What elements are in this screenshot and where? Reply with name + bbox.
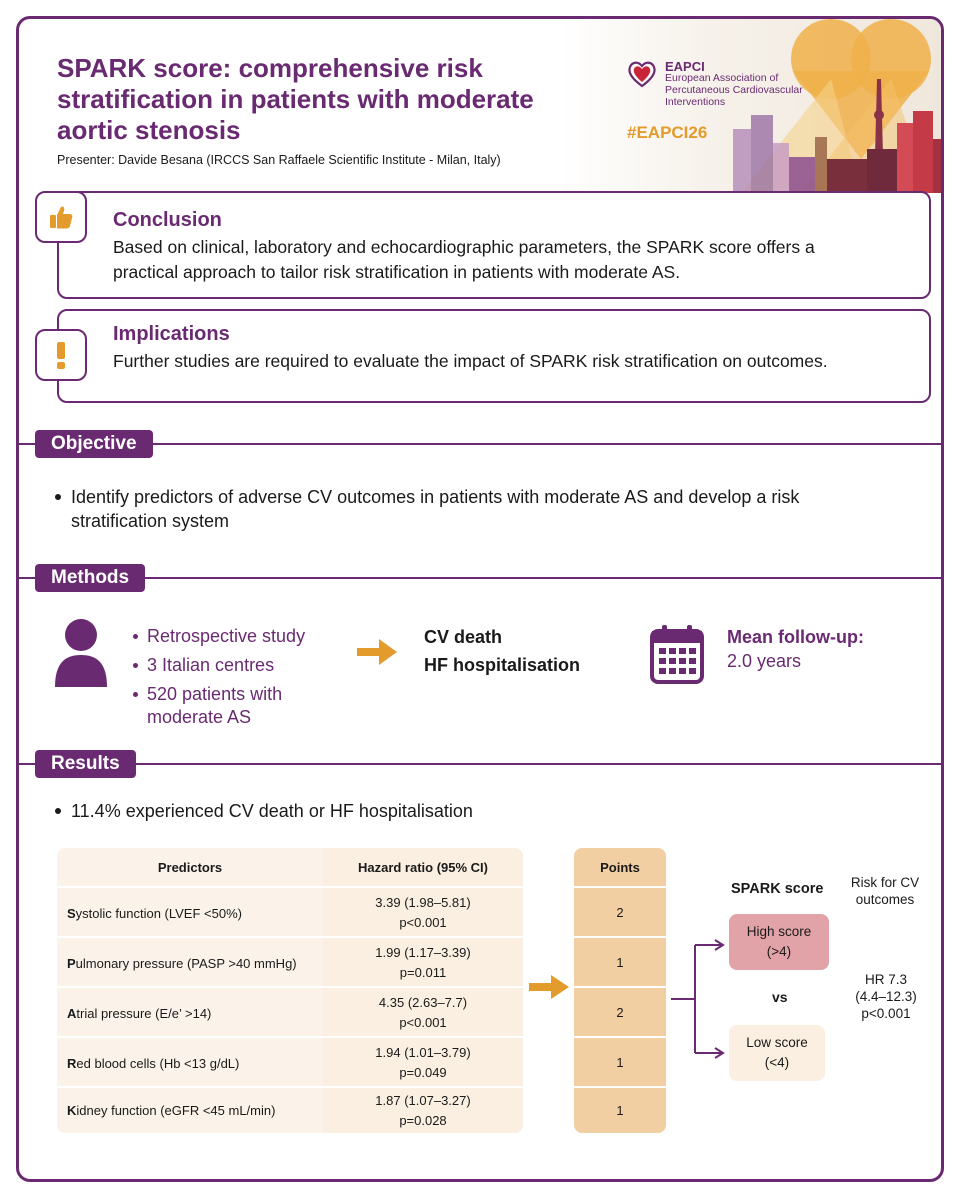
conclusion-box	[57, 191, 931, 299]
bullet-dot	[55, 808, 61, 814]
bullet-dot	[55, 494, 61, 500]
objective-bullet	[71, 485, 871, 533]
outcome-cv-death: CV death	[424, 627, 503, 647]
thumbs-up-icon	[47, 203, 75, 231]
points-cell: 1	[574, 936, 666, 986]
points-cell: 2	[574, 986, 666, 1036]
poster-frame	[16, 16, 944, 1182]
eapci-heart-logo-icon	[627, 59, 657, 89]
results-heading: Results	[35, 750, 136, 778]
methods-item: Retrospective study	[147, 625, 347, 648]
thumbs-up-icon-frame	[35, 191, 87, 243]
predictor-cell: S ystolic function (LVEF <50%)	[57, 888, 323, 938]
methods-heading: Methods	[35, 564, 145, 592]
table-header-hazard-ratio: Hazard ratio (95% CI)	[323, 848, 523, 886]
right-arrow-icon	[357, 639, 397, 665]
spark-score-label: SPARK score	[731, 881, 824, 897]
high-score-box: High score (>4)	[729, 914, 829, 970]
table-row	[57, 886, 523, 938]
implications-text: Further studies are required to evaluate the impact of SPARK risk stratification on outcomes.	[113, 351, 828, 371]
org-subtitle: European Association of Percutaneous Cardiovascular Interventions	[665, 72, 803, 108]
outcome-hf-hospitalisation: HF hospitalisation	[424, 655, 581, 675]
implications-box	[57, 309, 931, 403]
predictors-table	[57, 848, 523, 1133]
methods-divider	[19, 577, 941, 579]
points-header: Points	[600, 859, 640, 875]
hazard-ratio-result: HR 7.3 (4.4–12.3) p<0.001	[855, 972, 917, 1021]
conclusion-text: Based on clinical, laboratory and echocardiographic parameters, the SPARK score offers a practical approach to tailor risk stratification in patients with moderate AS.	[113, 237, 815, 282]
objective-text: Identify predictors of adverse CV outcomes in patients with moderate AS and develop a risk stratification system	[71, 487, 800, 531]
table-row	[57, 986, 523, 1038]
patient-person-icon	[53, 617, 109, 689]
conclusion-title: Conclusion	[113, 209, 222, 231]
results-bullet	[71, 799, 871, 823]
methods-item: 3 Italian centres	[147, 654, 347, 677]
header	[19, 19, 941, 193]
methods-list	[147, 625, 347, 729]
predictor-cell: K idney function (eGFR <45 mL/min)	[57, 1088, 323, 1133]
table-header-predictors: Predictors	[157, 859, 223, 875]
hazard-ratio-cell: 4.35 (2.63–7.7) p<0.001	[323, 988, 523, 1038]
hazard-ratio-cell: 1.94 (1.01–3.79) p=0.049	[323, 1038, 523, 1088]
risk-label: Risk for CV outcomes	[850, 875, 920, 907]
hazard-ratio-cell: 1.87 (1.07–3.27) p=0.028	[323, 1088, 523, 1133]
points-cell: 1	[574, 1086, 666, 1133]
followup-label: Mean follow-up:	[727, 627, 864, 647]
objective-heading: Objective	[35, 430, 153, 458]
points-column	[574, 848, 666, 1133]
points-cell: 1	[574, 1036, 666, 1086]
implications-title: Implications	[113, 323, 230, 345]
exclamation-icon	[51, 340, 71, 370]
exclamation-icon-frame	[35, 329, 87, 381]
predictor-cell: A trial pressure (E/e’ >14)	[57, 988, 323, 1038]
table-row	[57, 1086, 523, 1133]
table-row	[57, 1036, 523, 1088]
objective-divider	[19, 443, 941, 445]
results-divider	[19, 763, 941, 765]
calendar-icon	[649, 623, 705, 685]
results-summary: 11.4% experienced CV death or HF hospitalisation	[71, 801, 473, 821]
low-score-box: Low score (<4)	[729, 1025, 825, 1081]
presenter-line: Presenter: Davide Besana (IRCCS San Raffaele Scientific Institute - Milan, Italy)	[57, 153, 501, 167]
predictor-cell: P ulmonary pressure (PASP >40 mmHg)	[57, 938, 323, 988]
hashtag: #EAPCI26	[627, 123, 708, 142]
hazard-ratio-cell: 1.99 (1.17–3.39) p=0.011	[323, 938, 523, 988]
predictor-cell: R ed blood cells (Hb <13 g/dL)	[57, 1038, 323, 1088]
points-cell: 2	[574, 886, 666, 936]
right-arrow-icon	[529, 975, 569, 999]
vs-label: vs	[772, 989, 788, 1005]
branch-connector	[669, 929, 731, 1069]
methods-item: 520 patients with moderate AS	[147, 683, 327, 729]
table-row	[57, 936, 523, 988]
followup-value: 2.0 years	[727, 651, 802, 671]
hazard-ratio-cell: 3.39 (1.98–5.81) p<0.001	[323, 888, 523, 938]
poster-title: SPARK score: comprehensive risk stratification in patients with moderate aortic stenosis	[57, 53, 534, 145]
org-name: EAPCI	[665, 59, 705, 74]
